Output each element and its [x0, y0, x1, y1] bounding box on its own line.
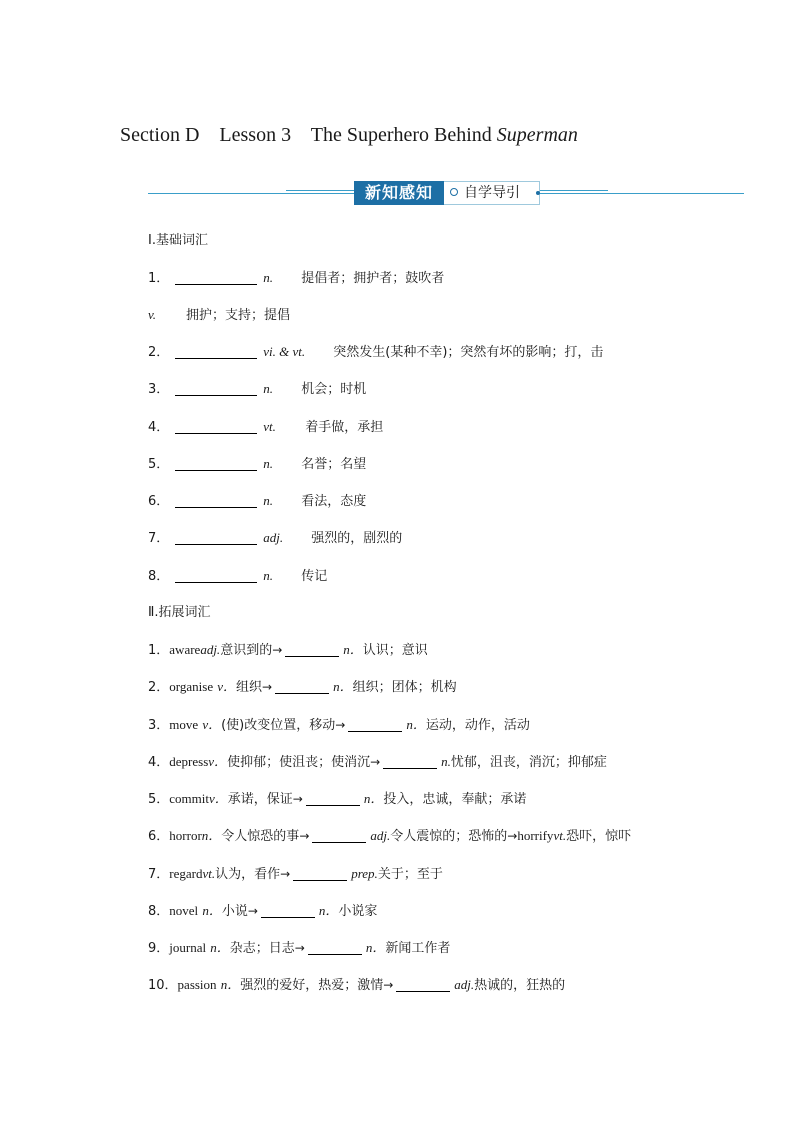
- answer-blank[interactable]: [261, 903, 315, 918]
- list-item: 4．depressv．使抑郁；使沮丧；使消沉→ n.忧郁，沮丧，消沉；抑郁症: [148, 754, 607, 770]
- answer-blank[interactable]: [293, 866, 347, 881]
- list-item: 6． n. 看法，态度: [148, 493, 367, 509]
- list-item: 3． n. 机会；时机: [148, 381, 367, 397]
- answer-blank[interactable]: [175, 270, 257, 285]
- list-item: 4． vt. 着手做，承担: [148, 419, 384, 435]
- list-item: 7．regardvt.认为，看作→ prep.关于；至于: [148, 866, 443, 882]
- answer-blank[interactable]: [175, 493, 257, 508]
- list-item: 10．passion n．强烈的爱好，热爱；激情→ adj.热诚的，狂热的: [148, 977, 566, 993]
- answer-blank[interactable]: [308, 940, 362, 955]
- banner-divider: [540, 193, 744, 194]
- answer-blank[interactable]: [275, 679, 329, 694]
- section-heading: Ⅱ.拓展词汇: [148, 605, 211, 620]
- answer-blank[interactable]: [306, 791, 360, 806]
- list-item: 7． adj. 强烈的，剧烈的: [148, 530, 403, 546]
- answer-blank[interactable]: [175, 456, 257, 471]
- answer-blank[interactable]: [285, 642, 339, 657]
- answer-blank[interactable]: [175, 530, 257, 545]
- list-item: 2． vi. & vt. 突然发生(某种不幸)；突然有坏的影响；打，击: [148, 344, 604, 360]
- list-item: 1． n. 提倡者；拥护者；鼓吹者: [148, 270, 445, 286]
- banner-main-label: 新知感知: [354, 181, 444, 205]
- list-item: 8．novel n．小说→ n．小说家: [148, 903, 378, 919]
- answer-blank[interactable]: [383, 754, 437, 769]
- banner-divider: [148, 193, 354, 194]
- list-item: 3．move v．(使)改变位置，移动→ n．运动，动作，活动: [148, 717, 530, 733]
- answer-blank[interactable]: [348, 717, 402, 732]
- banner-sub-label: 自学导引: [464, 185, 520, 201]
- list-item: 5．commitv．承诺，保证→ n．投入，忠诚，奉献；承诺: [148, 791, 527, 807]
- list-item: 2．organise v．组织→ n．组织；团体；机构: [148, 679, 457, 695]
- list-item: 6．horrorn．令人惊恐的事→ adj.令人震惊的；恐怖的→horrifyvt.恐吓，惊吓: [148, 828, 632, 844]
- list-item: 1．awareadj.意识到的→ n．认识；意识: [148, 642, 428, 658]
- banner-divider: [540, 190, 608, 191]
- list-item: 9．journal n．杂志；日志→ n．新闻工作者: [148, 940, 451, 956]
- section-banner: [148, 181, 744, 205]
- answer-blank[interactable]: [175, 344, 257, 359]
- dot-icon: [536, 191, 540, 195]
- list-item: v. 拥护；支持；提倡: [148, 307, 291, 323]
- answer-blank[interactable]: [175, 568, 257, 583]
- answer-blank[interactable]: [312, 828, 366, 843]
- list-item: 8． n. 传记: [148, 568, 328, 584]
- list-item: 5． n. 名誉；名望: [148, 456, 367, 472]
- banner-divider: [286, 190, 354, 191]
- section-heading: Ⅰ.基础词汇: [148, 233, 208, 248]
- title-italic: Superman: [496, 124, 578, 146]
- answer-blank[interactable]: [175, 381, 257, 396]
- answer-blank[interactable]: [175, 419, 257, 434]
- answer-blank[interactable]: [396, 977, 450, 992]
- page-title: Section D Lesson 3 The Superhero Behind Superman: [120, 124, 578, 146]
- circle-dot-icon: [450, 188, 458, 196]
